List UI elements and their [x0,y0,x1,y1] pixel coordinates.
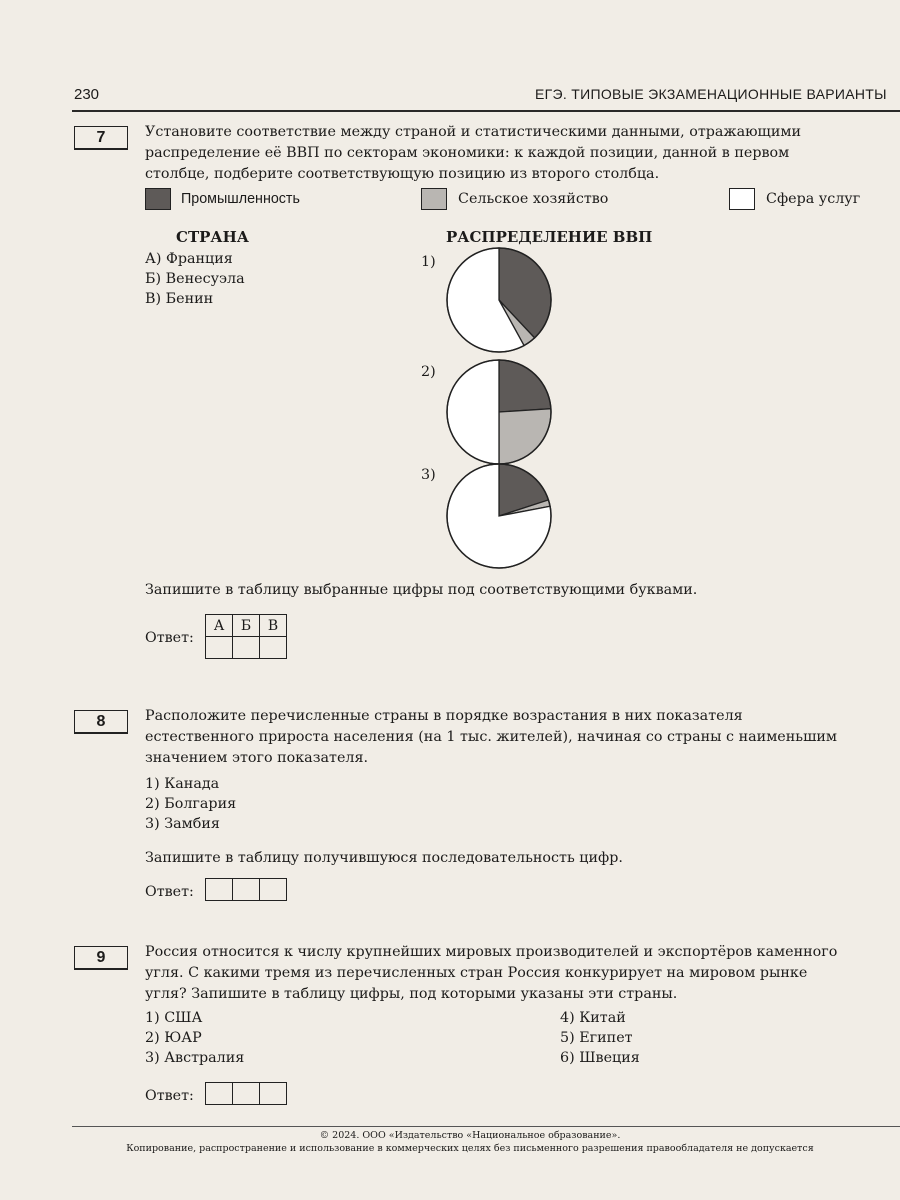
answer-cell[interactable] [233,1083,260,1105]
task-7-answer-label: Ответ: [145,630,194,646]
task-9-option: 6) Швеция [560,1050,640,1066]
task-9-option: 2) ЮАР [145,1030,202,1046]
task-9-number-underline [74,968,128,970]
task-9-number: 9 [74,946,128,970]
chart-label-3: 3) [421,467,436,483]
task-9-text-line: Россия относится к числу крупнейших мировых производителей и экспортёров каменного [145,944,838,960]
pie-2-slice-services [447,360,499,464]
footer-copyright: © 2024. ООО «Издательство «Национальное образование». [319,1130,621,1141]
answer-cell[interactable] [206,879,233,901]
footer-notice: Копирование, распространение и использование в коммерческих целях без письменного разрешения правообладателя не допускается [126,1143,814,1154]
pie-2-slice-agriculture [499,409,551,464]
legend-label-industry: Промышленность [181,191,300,207]
chart-label-1: 1) [421,254,436,270]
country-v: В) Бенин [145,291,214,307]
answer-cell-b[interactable] [233,637,260,659]
task-8-option: 1) Канада [145,776,220,792]
answer-cell[interactable] [260,879,287,901]
task-8-text-line: естественного прироста населения (на 1 тыс. жителей), начиная со страны с наименьшим [145,729,838,745]
task-8-number: 8 [74,710,128,734]
task-9-answer-table [205,1082,287,1105]
legend-label-agriculture: Сельское хозяйство [458,191,609,207]
answer-cell[interactable] [260,1083,287,1105]
page-number: 230 [74,86,100,103]
task-9-option: 4) Китай [560,1010,626,1026]
footer-rule [72,1126,900,1127]
answer-cell[interactable] [233,879,260,901]
task-8-answer-table [205,878,287,901]
task-9-answer-label: Ответ: [145,1088,194,1104]
country-b: Б) Венесуэла [145,271,245,287]
task-8-text-line: значением этого показателя. [145,750,369,766]
task-8-number-underline [74,732,128,734]
task-7-instruction: Запишите в таблицу выбранные цифры под соответствующими буквами. [145,582,698,598]
answer-header-b: Б [233,615,260,637]
task-9-option: 3) Австралия [145,1050,245,1066]
column-title-gdp: РАСПРЕДЕЛЕНИЕ ВВП [446,228,653,246]
task-7-text-line: Установите соответствие между страной и статистическими данными, отражающими [145,124,802,140]
legend-label-services: Сфера услуг [766,191,861,207]
task-9-text-line: угля? Запишите в таблицу цифры, под которыми указаны эти страны. [145,986,678,1002]
task-8-option: 2) Болгария [145,796,237,812]
answer-cell-v[interactable] [260,637,287,659]
task-8-answer-label: Ответ: [145,884,194,900]
chart-label-2: 2) [421,364,436,380]
task-7-text-line: распределение её ВВП по секторам экономики: к каждой позиции, данной в первом [145,145,790,161]
task-9-text-line: угля. С какими тремя из перечисленных стран Россия конкурирует на мировом рынке [145,965,808,981]
answer-cell[interactable] [206,1083,233,1105]
task-7-answer-table [205,614,287,659]
answer-header-v: В [260,615,287,637]
task-8-instruction: Запишите в таблицу получившуюся последовательность цифр. [145,850,623,866]
running-title: ЕГЭ. ТИПОВЫЕ ЭКЗАМЕНАЦИОННЫЕ ВАРИАНТЫ [535,86,887,102]
task-8-option: 3) Замбия [145,816,220,832]
country-a: А) Франция [145,251,233,267]
task-7-text-line: столбце, подберите соответствующую позицию из второго столбца. [145,166,660,182]
task-9-option: 5) Египет [560,1030,633,1046]
task-9-option: 1) США [145,1010,203,1026]
task-7-number: 7 [74,126,128,150]
answer-cell-a[interactable] [206,637,233,659]
answer-header-a: А [206,615,233,637]
column-title-country: СТРАНА [176,228,249,246]
task-8-text-line: Расположите перечисленные страны в порядке возрастания в них показателя [145,708,743,724]
